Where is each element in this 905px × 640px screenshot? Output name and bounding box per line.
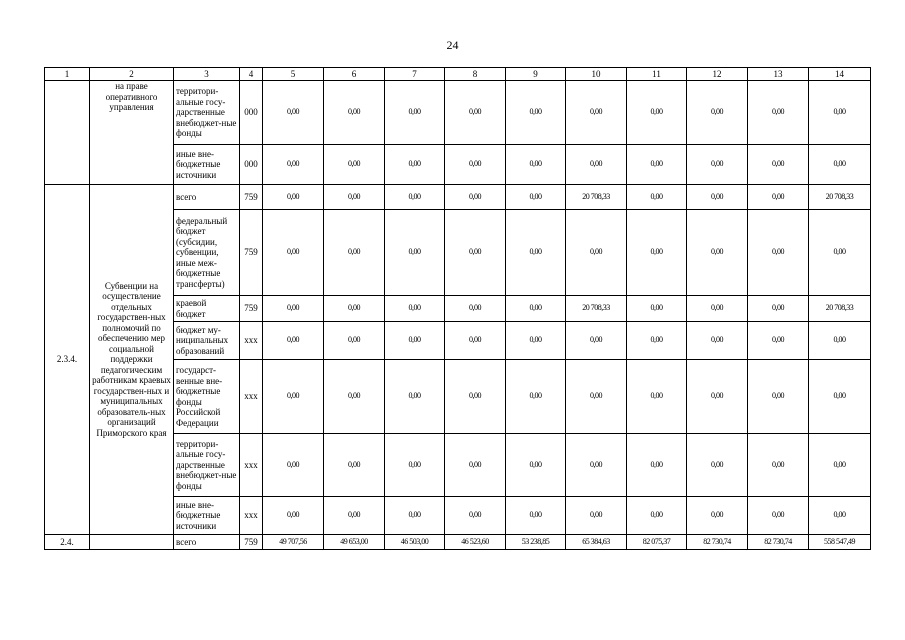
value-cell: 0,00: [627, 497, 687, 535]
funding-source: территори-альные госу-дарственные внебюджет-ные фонды: [174, 81, 240, 145]
value-cell: 0,00: [687, 434, 748, 497]
value-cell: 20 708,33: [566, 296, 627, 322]
value-cell: 0,00: [687, 185, 748, 210]
section-index: 2.3.4.: [45, 185, 90, 535]
value-cell: 0,00: [385, 296, 445, 322]
value-cell: 0,00: [263, 81, 324, 145]
value-cell: 0,00: [263, 296, 324, 322]
value-cell: 0,00: [748, 185, 809, 210]
value-cell: 49 653,00: [324, 535, 385, 550]
value-cell: 0,00: [445, 185, 506, 210]
value-cell: 0,00: [566, 322, 627, 360]
table-row: [45, 81, 871, 145]
value-cell: 0,00: [748, 497, 809, 535]
value-cell: 20 708,33: [809, 185, 871, 210]
value-cell: 53 238,85: [506, 535, 566, 550]
value-cell: 0,00: [324, 81, 385, 145]
value-cell: 0,00: [324, 322, 385, 360]
value-cell: 46 503,00: [385, 535, 445, 550]
value-cell: 20 708,33: [809, 296, 871, 322]
value-cell: 65 384,63: [566, 535, 627, 550]
value-cell: 0,00: [687, 497, 748, 535]
value-cell: 0,00: [506, 360, 566, 434]
section-index: [45, 81, 90, 185]
budget-code: 759: [240, 185, 263, 210]
value-cell: 0,00: [445, 322, 506, 360]
value-cell: 0,00: [566, 434, 627, 497]
value-cell: 0,00: [324, 145, 385, 185]
section-description: Субвенции на осуществление отдельных государствен-ных полномочий по обеспечению мер социальной поддержки педагогическим работникам краевых государствен-ных и муниципальных образователь-ных организаций Приморского края: [90, 185, 174, 535]
column-header: 4: [240, 68, 263, 81]
funding-source: всего: [174, 535, 240, 550]
value-cell: 0,00: [506, 497, 566, 535]
value-cell: 0,00: [627, 145, 687, 185]
column-header: 12: [687, 68, 748, 81]
value-cell: 0,00: [627, 322, 687, 360]
value-cell: 0,00: [445, 497, 506, 535]
column-header: 3: [174, 68, 240, 81]
budget-code: ххх: [240, 322, 263, 360]
column-header: 1: [45, 68, 90, 81]
value-cell: 0,00: [627, 185, 687, 210]
value-cell: 0,00: [748, 145, 809, 185]
value-cell: 0,00: [566, 497, 627, 535]
funding-source: краевой бюджет: [174, 296, 240, 322]
budget-code: 759: [240, 296, 263, 322]
value-cell: 20 708,33: [566, 185, 627, 210]
value-cell: 0,00: [385, 497, 445, 535]
value-cell: 0,00: [445, 145, 506, 185]
funding-source: всего: [174, 185, 240, 210]
value-cell: 82 730,74: [687, 535, 748, 550]
budget-code: ххх: [240, 497, 263, 535]
value-cell: 0,00: [627, 296, 687, 322]
value-cell: 0,00: [263, 322, 324, 360]
value-cell: 0,00: [324, 210, 385, 296]
value-cell: 0,00: [385, 434, 445, 497]
value-cell: 0,00: [687, 145, 748, 185]
column-header: 5: [263, 68, 324, 81]
value-cell: 0,00: [627, 434, 687, 497]
value-cell: 0,00: [385, 360, 445, 434]
column-header: 8: [445, 68, 506, 81]
value-cell: 82 075,37: [627, 535, 687, 550]
value-cell: 0,00: [506, 322, 566, 360]
value-cell: 46 523,60: [445, 535, 506, 550]
table-row: [45, 535, 871, 550]
value-cell: 558 547,49: [809, 535, 871, 550]
column-header: 7: [385, 68, 445, 81]
value-cell: 0,00: [687, 296, 748, 322]
funding-source: бюджет му-ниципальных образований: [174, 322, 240, 360]
value-cell: 0,00: [506, 296, 566, 322]
value-cell: 0,00: [324, 497, 385, 535]
value-cell: 0,00: [687, 322, 748, 360]
column-header: 6: [324, 68, 385, 81]
value-cell: 0,00: [506, 185, 566, 210]
value-cell: 0,00: [748, 434, 809, 497]
value-cell: 0,00: [445, 210, 506, 296]
value-cell: 0,00: [809, 434, 871, 497]
column-header: 10: [566, 68, 627, 81]
value-cell: 0,00: [809, 145, 871, 185]
column-header: 9: [506, 68, 566, 81]
value-cell: 0,00: [506, 81, 566, 145]
value-cell: 0,00: [506, 145, 566, 185]
budget-code: ххх: [240, 360, 263, 434]
header-row: [45, 68, 871, 81]
value-cell: 0,00: [385, 210, 445, 296]
value-cell: 0,00: [445, 434, 506, 497]
value-cell: 0,00: [445, 81, 506, 145]
value-cell: 0,00: [385, 322, 445, 360]
column-header: 11: [627, 68, 687, 81]
value-cell: 0,00: [748, 296, 809, 322]
budget-code: ххх: [240, 434, 263, 497]
funding-source: государст-венные вне-бюджетные фонды Российской Федерации: [174, 360, 240, 434]
budget-code: 759: [240, 535, 263, 550]
page-number: 24: [446, 38, 459, 52]
budget-table: [44, 67, 871, 550]
value-cell: 0,00: [445, 296, 506, 322]
funding-source: иные вне-бюджетные источники: [174, 145, 240, 185]
value-cell: 0,00: [263, 185, 324, 210]
value-cell: 0,00: [809, 210, 871, 296]
value-cell: 0,00: [385, 81, 445, 145]
section-index: 2.4.: [45, 535, 90, 550]
value-cell: 0,00: [566, 210, 627, 296]
value-cell: 0,00: [687, 81, 748, 145]
value-cell: 0,00: [506, 210, 566, 296]
value-cell: 0,00: [748, 81, 809, 145]
value-cell: 0,00: [566, 360, 627, 434]
value-cell: 0,00: [263, 497, 324, 535]
value-cell: 0,00: [809, 322, 871, 360]
budget-code: 000: [240, 81, 263, 145]
value-cell: 0,00: [627, 81, 687, 145]
value-cell: 0,00: [445, 360, 506, 434]
budget-code: 000: [240, 145, 263, 185]
value-cell: 49 707,56: [263, 535, 324, 550]
column-header: 13: [748, 68, 809, 81]
column-header: 14: [809, 68, 871, 81]
value-cell: 0,00: [263, 434, 324, 497]
value-cell: 0,00: [385, 185, 445, 210]
budget-code: 759: [240, 210, 263, 296]
table-row: [45, 185, 871, 210]
section-description: на праве оперативного управления: [90, 81, 174, 185]
funding-source: территори-альные госу-дарственные внебюджет-ные фонды: [174, 434, 240, 497]
value-cell: 0,00: [687, 210, 748, 296]
column-header: 2: [90, 68, 174, 81]
section-description: [90, 535, 174, 550]
funding-source: федеральный бюджет (субсидии, субвенции, иные меж-бюджетные трансферты): [174, 210, 240, 296]
value-cell: 0,00: [506, 434, 566, 497]
value-cell: 0,00: [687, 360, 748, 434]
value-cell: 0,00: [263, 360, 324, 434]
value-cell: 0,00: [324, 434, 385, 497]
value-cell: 0,00: [627, 360, 687, 434]
value-cell: 0,00: [566, 145, 627, 185]
value-cell: 0,00: [263, 210, 324, 296]
value-cell: 0,00: [627, 210, 687, 296]
value-cell: 82 730,74: [748, 535, 809, 550]
value-cell: 0,00: [566, 81, 627, 145]
value-cell: 0,00: [748, 210, 809, 296]
value-cell: 0,00: [748, 322, 809, 360]
funding-source: иные вне-бюджетные источники: [174, 497, 240, 535]
value-cell: 0,00: [748, 360, 809, 434]
value-cell: 0,00: [263, 145, 324, 185]
value-cell: 0,00: [324, 296, 385, 322]
value-cell: 0,00: [809, 81, 871, 145]
value-cell: 0,00: [809, 360, 871, 434]
value-cell: 0,00: [385, 145, 445, 185]
value-cell: 0,00: [324, 360, 385, 434]
value-cell: 0,00: [324, 185, 385, 210]
value-cell: 0,00: [809, 497, 871, 535]
